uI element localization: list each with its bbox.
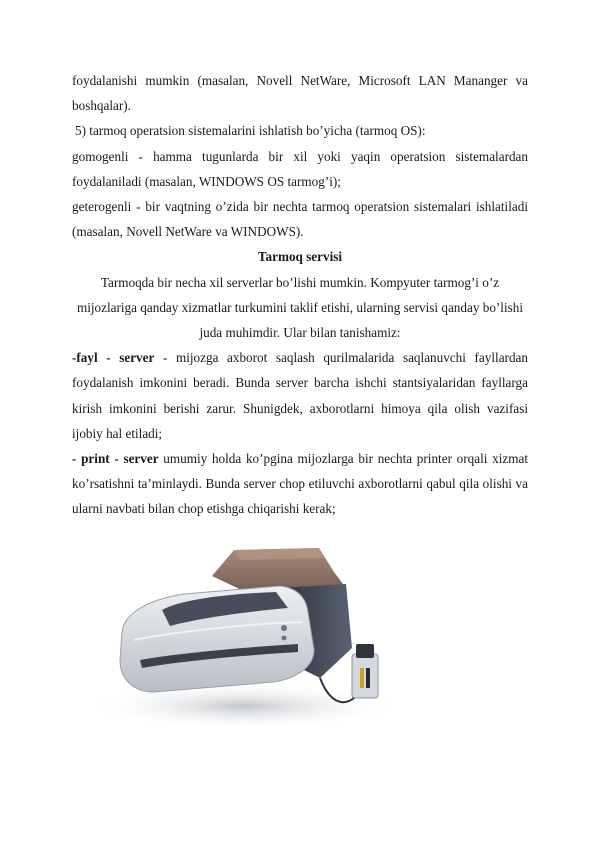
paragraph-homogeneous: gomogenli - hamma tugunlarda bir xil yoki yaqin operatsion sistemalardan foydalaniladi (masalan, WINDOWS OS tarmog’i); — [72, 148, 528, 189]
paragraph-heterogeneous: geterogenli - bir vaqtning o’zida bir nechta tarmoq operatsion sistemalari ishlatiladi (masalan, Novell NetWare va WINDOWS). — [72, 199, 528, 240]
ink-tank-unit — [352, 654, 378, 698]
section-heading: Tarmoq servisi — [257, 249, 343, 265]
print-server-description: umumiy holda ko’pgina mijozlarga bir nechta printer orqali xizmat ko’rsatishni ta’minlaydi. Bunda server chop etiluvchi axborotlarni qabul qila olishi va ularni navbati bilan chop etishga chiqarishi kerak; — [72, 451, 528, 517]
file-server-term: -fayl - server — [72, 350, 155, 366]
paragraph-print-server — [72, 446, 528, 522]
ink-tank-cap — [356, 644, 374, 658]
paragraph-file-server — [72, 345, 528, 446]
paragraph-network-os: 5) tarmoq operatsion sistemalarini ishlatish bo’yicha (tarmoq OS): — [75, 123, 426, 139]
ink-black — [366, 668, 370, 688]
section-intro: Tarmoqda bir necha xil serverlar bo’lishi mumkin. Kompyuter tarmog’i o’z mijozlariga qanday xizmatlar turkumini taklif etishi, ularning servisi qanday bo’lishi juda muhimdir. Ular bilan tanishamiz: — [76, 274, 524, 341]
printer-figure — [84, 528, 414, 728]
file-server-description: - mijozga axborot saqlash qurilmalarida saqlanuvchi fayllardan foydalanish imkonini beradi. Bunda server barcha ishchi stantsiyalaridan fayllarga kirish imkonini berishi zarur. Shunigdek, axborotlarni himoya qila olish vazifasi ijobiy hal etiladi; — [72, 350, 528, 441]
power-button — [281, 625, 287, 631]
body-text — [72, 68, 528, 522]
printer-illustration — [84, 528, 414, 728]
paper-tray-edge — [234, 548, 324, 560]
print-server-term: - print - server — [72, 451, 159, 467]
paragraph-continuation: foydalanishi mumkin (masalan, Novell NetWare, Microsoft LAN Mananger va boshqalar). — [72, 73, 528, 114]
resume-button — [282, 636, 287, 641]
ink-yellow — [360, 668, 364, 688]
